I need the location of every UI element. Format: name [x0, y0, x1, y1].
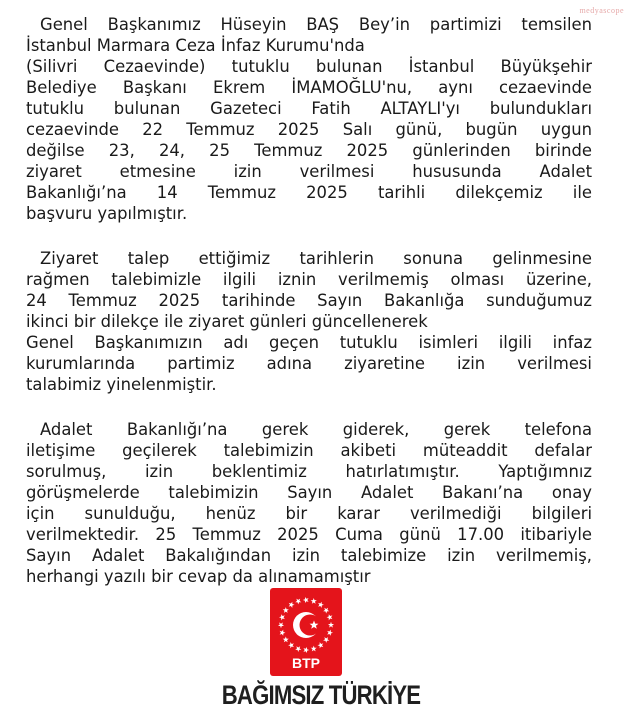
btp-logo	[270, 588, 342, 676]
text-line: sorulmuş, izin beklentimiz hatırlatımıştır. Yaptığımnız	[26, 462, 592, 481]
text-line: cezaevinde 22 Temmuz 2025 Salı günü, bugün uygun	[26, 120, 592, 139]
text-line: herhangi yazılı bir cevap da alınamamıştır	[26, 567, 371, 586]
text-line: Genel Başkanımız Hüseyin BAŞ Bey’in partimizi temsilen	[40, 15, 592, 34]
text-line: ziyaret etmesine izin verilmesi hususunda Adalet	[26, 162, 592, 181]
text-line: İstanbul Marmara Ceza İnfaz Kurumu'nda	[26, 36, 365, 55]
text-line: talabimiz yinelenmiştir.	[26, 375, 217, 394]
logo-label: BTP	[292, 655, 320, 671]
text-line: (Silivri Cezaevinde) tutuklu bulunan İstanbul Büyükşehir	[26, 57, 592, 76]
text-line: başvuru yapılmıştır.	[26, 204, 188, 223]
text-line: rağmen talebimizle ilgili iznin verilmemiş olması üzerine,	[26, 270, 592, 289]
watermark: medyascope	[579, 6, 624, 15]
text-line: verilmektedir. 25 Temmuz 2025 Cuma günü 17.00 itibariyle	[26, 525, 592, 544]
text-line: için sunulduğu, henüz bir karar verilmediği bilgileri	[26, 504, 592, 523]
text-line: kurumlarında partimiz adına ziyaretine izin verilmesi	[26, 354, 592, 373]
text-line: iletişime geçilerek talebimizin akibeti müteaddit defalar	[26, 441, 592, 460]
paragraph-1	[26, 14, 592, 224]
text-line: görüşmelerde talebimizin Sayın Adalet Bakanı’na onay	[26, 483, 592, 502]
text-line: Sayın Adalet Bakalığından izin talebimize izin verilmemiş,	[26, 546, 592, 565]
text-line: Adalet Bakanlığı’na gerek giderek, gerek telefona	[40, 420, 592, 439]
text-line: tutuklu bulunan Gazeteci Fatih ALTAYLI'yı bulundukları	[26, 99, 592, 118]
text-line: Belediye Başkanı Ekrem İMAMOĞLU'nu, aynı cezaevinde	[26, 78, 592, 97]
brand-name: BAĞIMSIZ TÜRKİYE	[221, 680, 421, 710]
text-line: değilse 23, 24, 25 Temmuz 2025 günlerinden birinde	[26, 141, 592, 160]
statement-text	[26, 14, 592, 611]
text-line: Bakanlığı’na 14 Temmuz 2025 tarihli dilekçemiz ile	[26, 183, 592, 202]
paragraph-2	[26, 248, 592, 395]
text-line: 24 Temmuz 2025 tarihinde Sayın Bakanlığa sunduğumuz	[26, 291, 592, 310]
text-line: Genel Başkanımızın adı geçen tutuklu isimleri ilgili infaz	[26, 333, 592, 352]
paragraph-3	[26, 419, 592, 587]
text-line: Ziyaret talep ettiğimiz tarihlerin sonuna gelinmesine	[40, 249, 592, 268]
text-line: ikinci bir dilekçe ile ziyaret günleri güncellenerek	[26, 312, 428, 331]
